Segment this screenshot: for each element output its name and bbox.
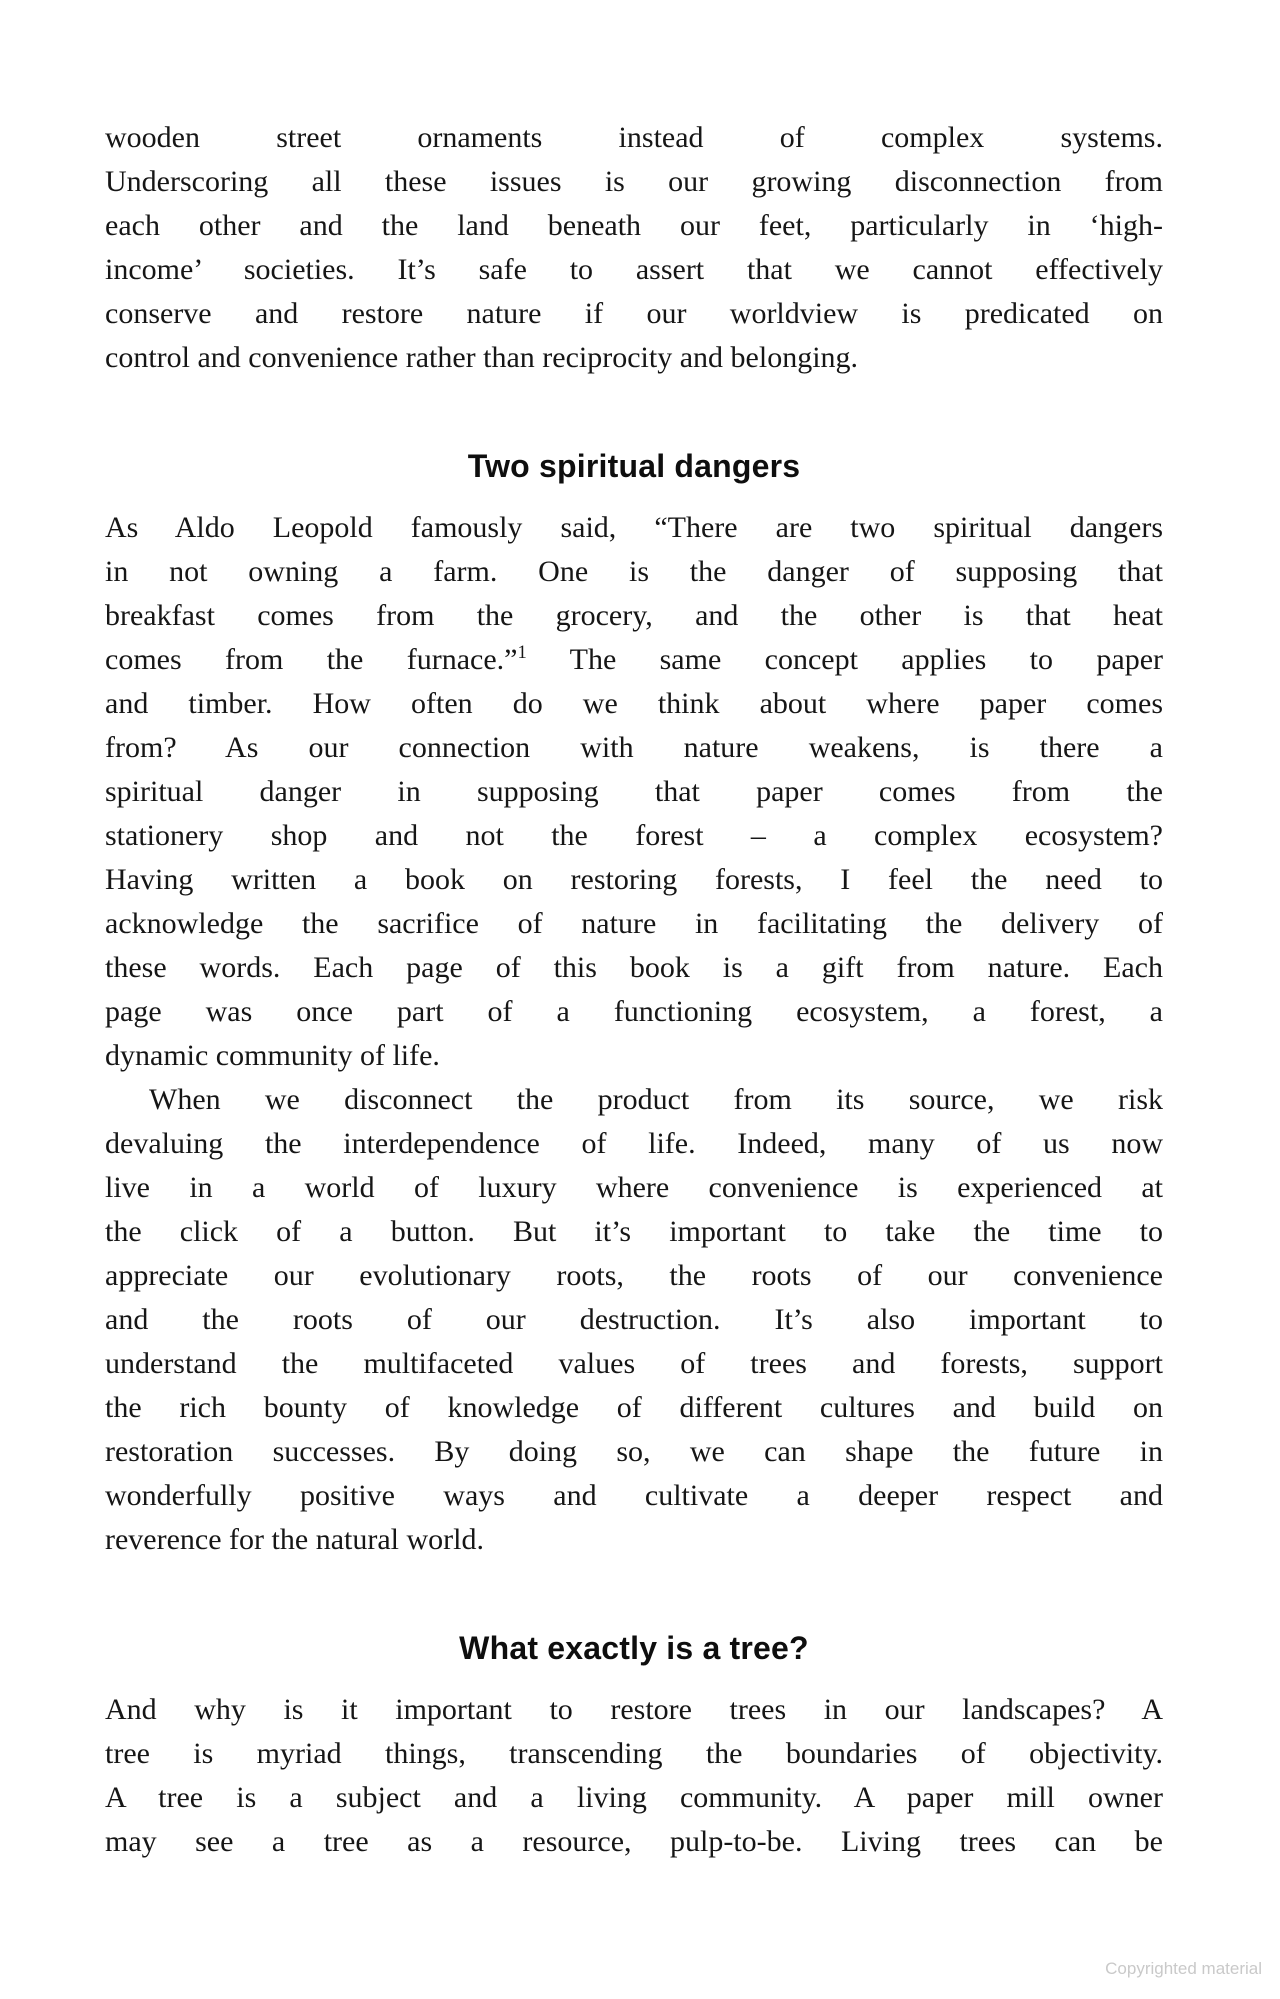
text-line: in not owning a farm. One is the danger of supposing that: [105, 555, 1163, 588]
text-line: live in a world of luxury where convenience is experienced at: [105, 1171, 1163, 1204]
copyright-watermark: Copyrighted material: [1105, 1959, 1262, 1978]
text-line: and timber. How often do we think about where paper comes: [105, 687, 1163, 720]
text-line: understand the multifaceted values of trees and forests, support: [105, 1347, 1163, 1380]
text-line: the click of a button. But it’s important to take the time to: [105, 1215, 1163, 1248]
section-heading: What exactly is a tree?: [459, 1630, 809, 1666]
text-line: the rich bounty of knowledge of different cultures and build on: [105, 1391, 1163, 1424]
text-line: each other and the land beneath our feet, particularly in ‘high-: [105, 209, 1163, 242]
text-line: may see a tree as a resource, pulp-to-be. Living trees can be: [105, 1825, 1163, 1858]
paragraph: [105, 1078, 1163, 1562]
text-line: from? As our connection with nature weakens, is there a: [105, 731, 1163, 764]
text-line: spiritual danger in supposing that paper comes from the: [105, 775, 1163, 808]
footnote-marker: 1: [517, 642, 527, 663]
text-line: conserve and restore nature if our worldview is predicated on: [105, 297, 1163, 330]
text-line: devaluing the interdependence of life. Indeed, many of us now: [105, 1127, 1163, 1160]
text-line: dynamic community of life.: [105, 1039, 440, 1072]
text-line: restoration successes. By doing so, we can shape the future in: [105, 1435, 1163, 1468]
text-line: Underscoring all these issues is our growing disconnection from: [105, 165, 1163, 198]
text-line: breakfast comes from the grocery, and the other is that heat: [105, 599, 1163, 632]
paragraph: [105, 1688, 1163, 1864]
text-line: Having written a book on restoring forests, I feel the need to: [105, 863, 1163, 896]
text-line: wooden street ornaments instead of complex systems.: [105, 121, 1163, 154]
text-line: control and convenience rather than reciprocity and belonging.: [105, 341, 859, 374]
text-line: When we disconnect the product from its source, we risk: [149, 1083, 1163, 1116]
text-line: comes from the furnace.”$^1$ The same concept applies to paper: [105, 642, 1163, 676]
text-line: acknowledge the sacrifice of nature in facilitating the delivery of: [105, 907, 1163, 940]
text-line: wonderfully positive ways and cultivate a deeper respect and: [105, 1479, 1163, 1512]
text-line: page was once part of a functioning ecosystem, a forest, a: [105, 995, 1163, 1028]
text-line: As Aldo Leopold famously said, “There are two spiritual dangers: [105, 511, 1163, 544]
text-line: these words. Each page of this book is a gift from nature. Each: [105, 951, 1163, 984]
text-line: tree is myriad things, transcending the boundaries of objectivity.: [105, 1737, 1163, 1770]
text-line: appreciate our evolutionary roots, the roots of our convenience: [105, 1259, 1163, 1292]
text-line: A tree is a subject and a living community. A paper mill owner: [105, 1781, 1163, 1814]
text-line: And why is it important to restore trees in our landscapes? A: [105, 1693, 1163, 1726]
section-heading: Two spiritual dangers: [467, 448, 801, 484]
paragraph: [105, 506, 1163, 1078]
text-line: income’ societies. It’s safe to assert that we cannot effectively: [105, 253, 1163, 286]
paragraph: [105, 116, 1163, 380]
text-line: and the roots of our destruction. It’s also important to: [105, 1303, 1163, 1336]
text-line: reverence for the natural world.: [105, 1523, 484, 1556]
text-line: stationery shop and not the forest – a complex ecosystem?: [105, 819, 1163, 852]
page-text-column: [105, 116, 1163, 1864]
